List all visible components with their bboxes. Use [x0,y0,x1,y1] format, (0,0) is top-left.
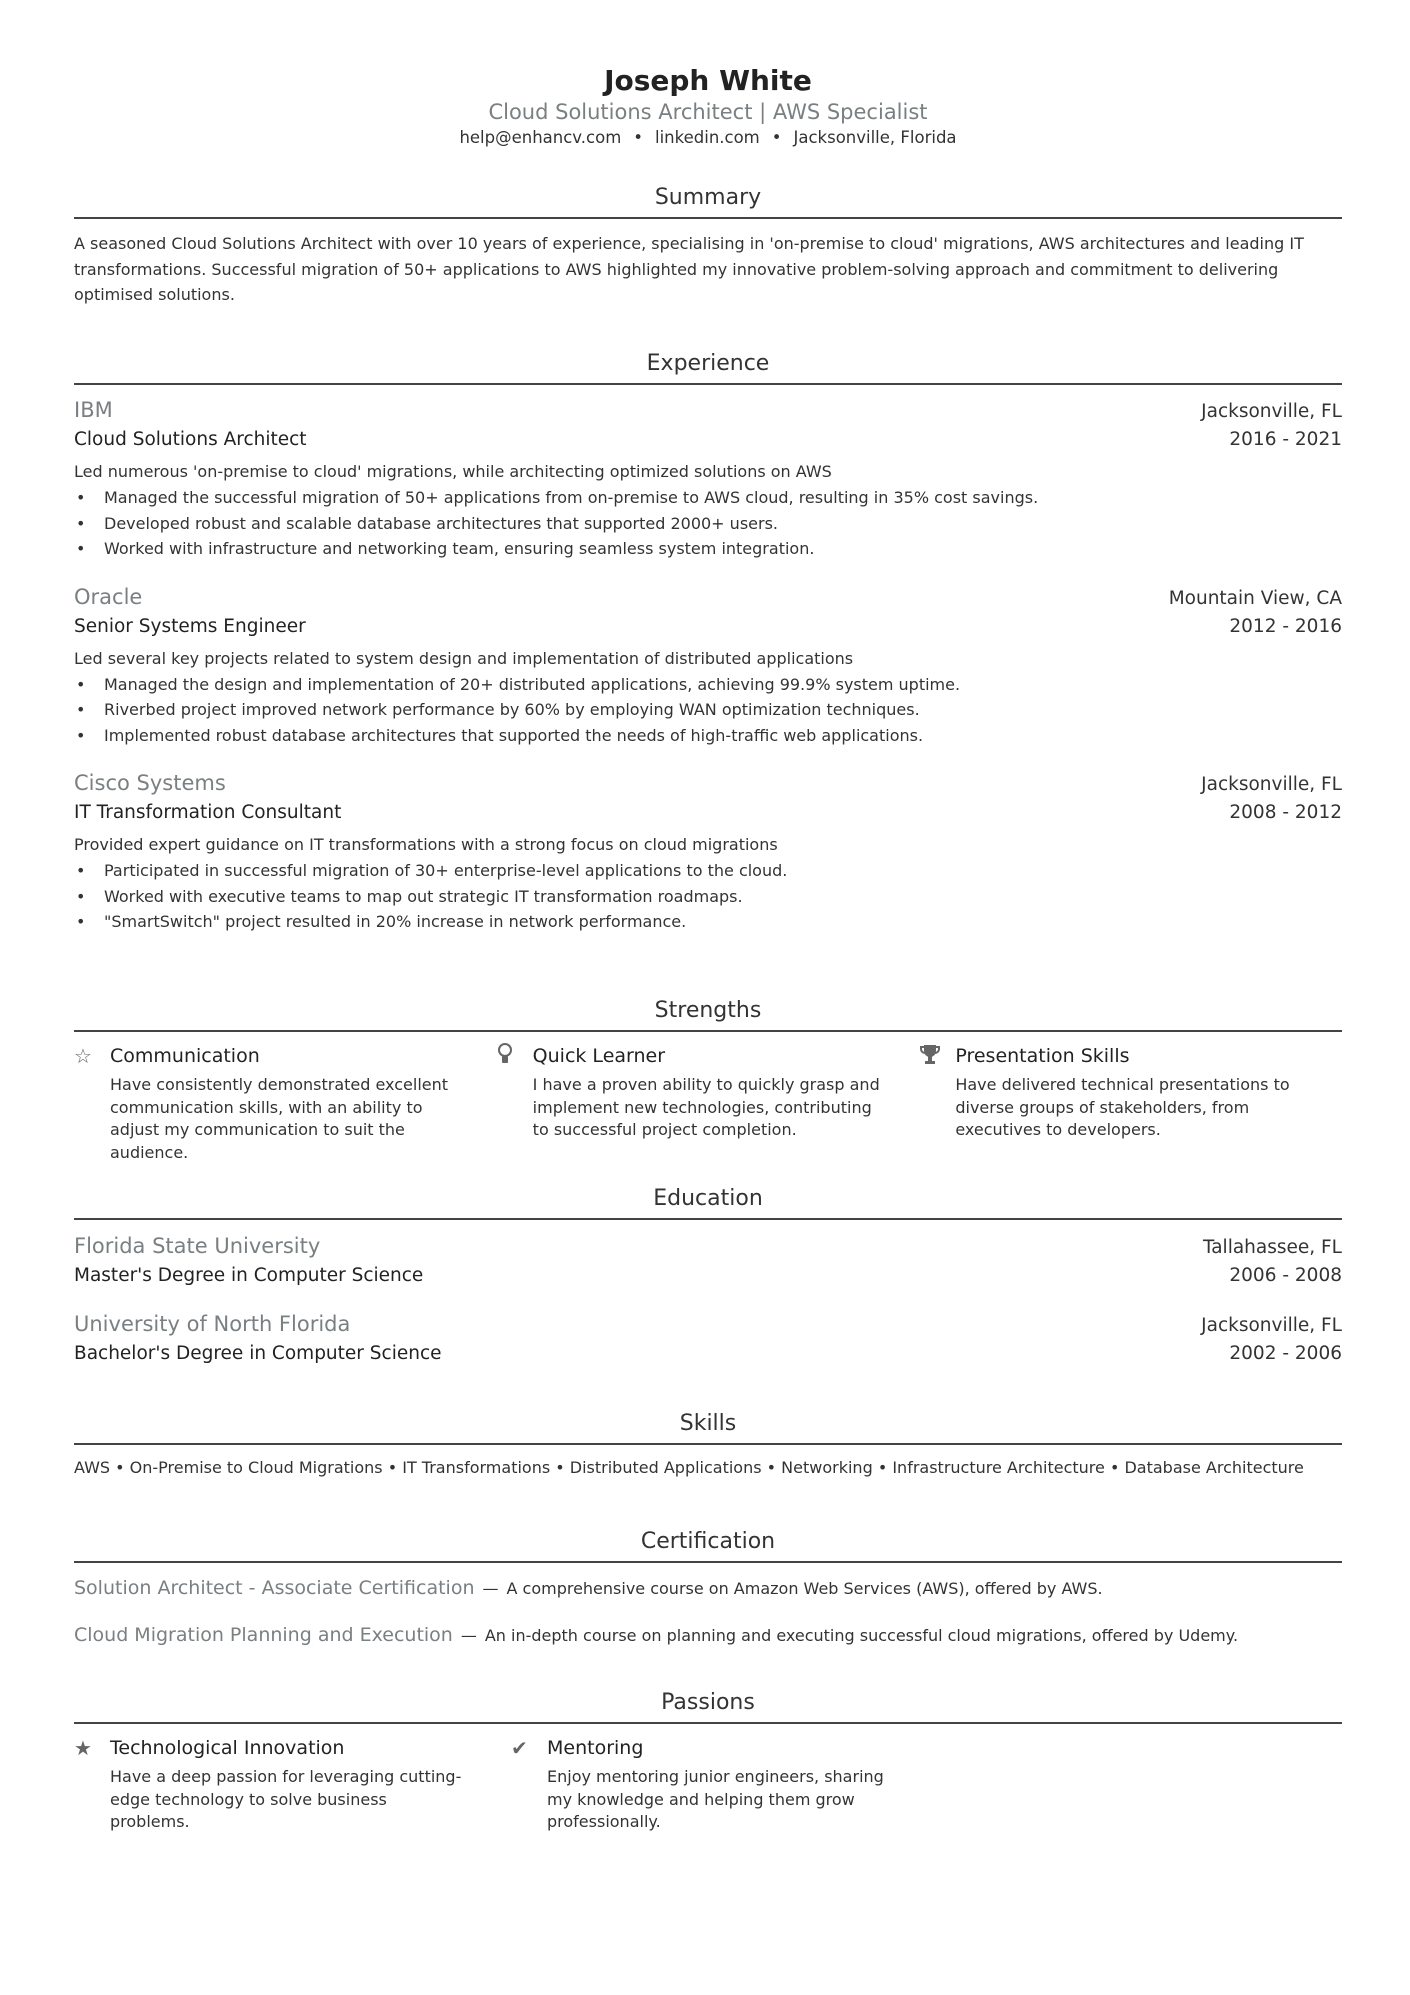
strengths-section [74,997,1342,1164]
star-outline-icon: ☆ [74,1044,92,1068]
job-location: Jacksonville, FL [1201,774,1342,795]
job-bullet: • Managed the successful migration of 50+ applications from on-premise to AWS cloud, resulting in 35% cost savings. [74,485,1342,511]
degree: Master's Degree in Computer Science [74,1265,424,1286]
job-description: Led several key projects related to system design and implementation of distributed applications [74,648,854,668]
job-bullets [74,672,1342,749]
job-description: Provided expert guidance on IT transformations with a strong focus on cloud migrations [74,835,778,854]
job-bullet: • Managed the design and implementation of 20+ distributed applications, achieving 99.9% system uptime. [74,672,1342,698]
company-name: IBM [74,398,113,422]
resume-header [74,64,1342,150]
certification-item [74,1575,1342,1602]
degree: Bachelor's Degree in Computer Science [74,1343,442,1364]
job-role: IT Transformation Consultant [74,802,342,823]
skills-list: AWS • On-Premise to Cloud Migrations • IT Transformations • Distributed Applications • Networking • Infrastructure Architecture • Database Architecture [74,1458,1304,1477]
strength-desc: I have a proven ability to quickly grasp and implement new technologies, contributing to successful project completion. [532,1075,880,1139]
job-bullets [74,858,1342,935]
strength-item [497,1042,920,1164]
job-dates: 2016 - 2021 [1229,429,1342,450]
section-heading: Strengths [74,997,1342,1032]
passions-section [74,1689,1342,1834]
job-entry [74,768,1342,935]
education-item [74,1309,1342,1369]
dash: — [460,1626,477,1645]
company-name: Oracle [74,584,143,609]
job-bullet: • Worked with executive teams to map out strategic IT transformation roadmaps. [74,884,1342,910]
job-role: Cloud Solutions Architect [74,429,307,450]
strength-title: Presentation Skills [955,1045,1130,1067]
job-bullet: • Developed robust and scalable database architectures that supported 2000+ users. [74,511,1342,537]
dates: 2002 - 2006 [1229,1343,1342,1364]
section-heading: Summary [74,184,1342,219]
cert-desc: An in-depth course on planning and executing successful cloud migrations, offered by Udemy. [484,1626,1239,1645]
trophy-icon [919,1042,955,1164]
passion-desc: Have a deep passion for leveraging cutting-edge technology to solve business problems. [110,1767,462,1831]
strength-desc: Have delivered technical presentations to diverse groups of stakeholders, from executives to developers. [955,1075,1290,1139]
passion-title: Technological Innovation [110,1737,345,1759]
company-name: Cisco Systems [74,771,226,795]
linkedin-link[interactable]: linkedin.com [655,128,760,147]
email-link[interactable]: help@enhancv.com [459,128,622,147]
skills-section [74,1410,1342,1481]
section-heading: Passions [74,1689,1342,1724]
strength-desc: Have consistently demonstrated excellent communication skills, with an ability to adjust my communication to suit the audience. [110,1075,449,1162]
cert-name: Solution Architect - Associate Certification [74,1577,475,1599]
school-name: University of North Florida [74,1312,351,1336]
dash: — [482,1579,499,1598]
passion-item [511,1734,948,1834]
star-filled-icon: ★ [74,1736,92,1760]
summary-section [74,184,1342,308]
candidate-name: Joseph White [604,64,812,97]
job-bullet: • "SmartSwitch" project resulted in 20% increase in network performance. [74,909,1342,935]
job-dates: 2012 - 2016 [1229,615,1342,637]
contact-line [74,126,1342,150]
job-location: Mountain View, CA [1168,587,1342,609]
checkmark-icon: ✔ [511,1736,528,1760]
candidate-title: Cloud Solutions Architect | AWS Specialist [488,100,928,124]
certification-item [74,1622,1342,1649]
location: Jacksonville, Florida [793,128,957,147]
school-location: Tallahassee, FL [1202,1237,1342,1258]
separator: • [771,128,782,147]
job-entry [74,395,1342,562]
passion-item [74,1734,511,1834]
job-bullet: • Participated in successful migration of 30+ enterprise-level applications to the cloud. [74,858,1342,884]
cert-desc: A comprehensive course on Amazon Web Services (AWS), offered by AWS. [506,1579,1103,1598]
passion-title: Mentoring [547,1737,644,1759]
job-dates: 2008 - 2012 [1229,802,1342,823]
job-bullet: • Riverbed project improved network performance by 60% by employing WAN optimization techniques. [74,697,1342,723]
section-heading: Education [74,1185,1342,1220]
strength-item [74,1042,497,1164]
passion-desc: Enjoy mentoring junior engineers, sharing my knowledge and helping them grow professionally. [547,1767,884,1831]
school-location: Jacksonville, FL [1201,1315,1342,1336]
school-name: Florida State University [74,1234,321,1258]
section-heading: Experience [74,350,1342,385]
dates: 2006 - 2008 [1229,1265,1342,1286]
summary-text: A seasoned Cloud Solutions Architect with over 10 years of experience, specialising in 'on-premise to cloud' migrations, AWS architectures and leading IT transformations. Successful migration of 50+ applications to AWS highlighted my innovative problem-solving approach and commitment to delivering optimised solutions. [74,234,1304,304]
job-location: Jacksonville, FL [1201,401,1342,422]
job-bullet: • Worked with infrastructure and networking team, ensuring seamless system integration. [74,536,1342,562]
job-bullets [74,485,1342,562]
education-section [74,1185,1342,1389]
strength-item [919,1042,1342,1164]
experience-section [74,350,1342,955]
cert-name: Cloud Migration Planning and Execution [74,1624,453,1646]
job-entry [74,582,1342,749]
section-heading: Certification [74,1528,1342,1563]
separator: • [633,128,644,147]
education-item [74,1231,1342,1291]
section-heading: Skills [74,1410,1342,1445]
certification-section [74,1528,1342,1669]
job-description: Led numerous 'on-premise to cloud' migrations, while architecting optimized solutions on AWS [74,462,832,481]
strength-title: Communication [110,1045,260,1067]
strength-title: Quick Learner [532,1045,666,1067]
job-role: Senior Systems Engineer [74,615,306,637]
job-bullet: • Implemented robust database architectures that supported the needs of high-traffic web applications. [74,723,1342,749]
lightbulb-icon [497,1042,533,1164]
